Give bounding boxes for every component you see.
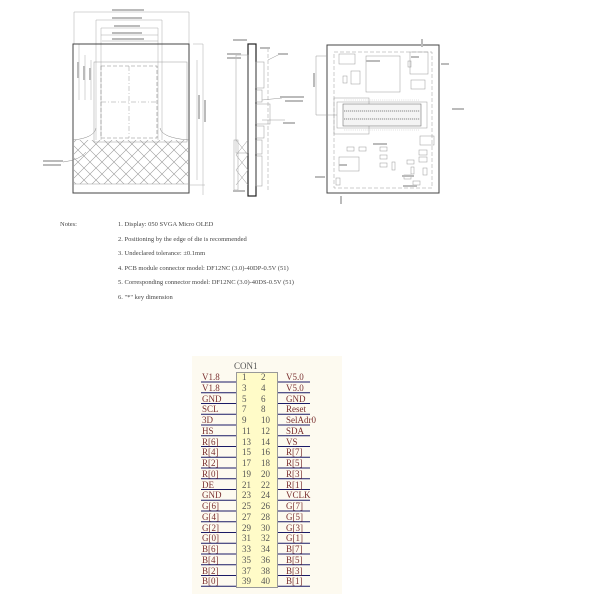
pin-signal-right: R[3] bbox=[286, 468, 303, 479]
pin-number-right: 38 bbox=[261, 565, 270, 576]
pin-number-right: 4 bbox=[261, 382, 266, 393]
pin-signal-right: R[7] bbox=[286, 447, 303, 458]
pin-number-left: 1 bbox=[242, 372, 247, 382]
pin-signal-left: GND bbox=[202, 490, 222, 501]
pin-signal-right: VS bbox=[286, 436, 298, 447]
pin-signal-left: R[4] bbox=[202, 447, 219, 458]
pin-signal-left: V1.8 bbox=[202, 382, 220, 393]
pin-signal-left: B[0] bbox=[202, 576, 219, 587]
pin-signal-left: 3D bbox=[202, 415, 213, 425]
pin-signal-left: HS bbox=[202, 425, 214, 436]
pin-signal-right: G[7] bbox=[286, 501, 303, 511]
pin-signal-right: VCLK bbox=[286, 490, 311, 501]
pin-signal-left: R[0] bbox=[202, 468, 219, 479]
pin-number-left: 35 bbox=[242, 554, 251, 565]
note-item: 4. PCB module connector model: DF12NC (3.0)-40DP-0.5V (51) bbox=[118, 264, 289, 272]
pin-signal-right: R[5] bbox=[286, 458, 303, 468]
pin-number-left: 19 bbox=[242, 468, 251, 479]
pin-signal-left: B[4] bbox=[202, 554, 219, 565]
pin-signal-left: G[6] bbox=[202, 501, 219, 511]
pin-number-right: 12 bbox=[261, 425, 270, 436]
pin-number-right: 6 bbox=[261, 393, 266, 404]
pin-number-left: 27 bbox=[242, 511, 251, 522]
pin-number-left: 11 bbox=[242, 425, 251, 436]
pin-signal-right: G[1] bbox=[286, 533, 303, 544]
note-item: 2. Positioning by the edge of die is recommended bbox=[118, 235, 247, 243]
pin-signal-right: B[1] bbox=[286, 576, 303, 587]
pin-number-left: 37 bbox=[242, 565, 251, 576]
pin-signal-left: R[6] bbox=[202, 436, 219, 447]
pin-number-right: 10 bbox=[261, 415, 270, 425]
pin-number-right: 30 bbox=[261, 522, 270, 533]
pin-signal-left: G[0] bbox=[202, 533, 219, 544]
pin-signal-left: B[6] bbox=[202, 544, 219, 554]
pin-number-right: 2 bbox=[261, 372, 266, 382]
pin-signal-right: B[7] bbox=[286, 544, 303, 554]
pin-signal-left: R[2] bbox=[202, 458, 219, 468]
pin-number-left: 17 bbox=[242, 458, 251, 468]
note-item: 3. Undeclared tolerance: ±0.1mm bbox=[118, 250, 206, 257]
pin-signal-left: SCL bbox=[202, 404, 219, 415]
notes-header: Notes: bbox=[60, 221, 77, 228]
pin-signal-left: B[2] bbox=[202, 565, 219, 576]
note-item: 6. "*" key dimension bbox=[118, 293, 173, 301]
pin-signal-right: G[3] bbox=[286, 522, 303, 533]
pin-number-right: 20 bbox=[261, 468, 270, 479]
note-item: 1. Display: 050 SVGA Micro OLED bbox=[118, 221, 214, 228]
pin-signal-right: B[3] bbox=[286, 565, 303, 576]
pin-signal-right: SDA bbox=[286, 425, 305, 436]
pin-number-left: 31 bbox=[242, 533, 251, 544]
pin-number-left: 5 bbox=[242, 393, 247, 404]
pin-number-left: 9 bbox=[242, 415, 247, 425]
pin-number-right: 32 bbox=[261, 533, 270, 544]
pin-signal-right: SelAdr0 bbox=[286, 415, 316, 425]
pin-number-right: 26 bbox=[261, 501, 270, 511]
pin-number-left: 29 bbox=[242, 522, 251, 533]
pin-signal-right: GND bbox=[286, 393, 306, 404]
pin-signal-right: G[5] bbox=[286, 511, 303, 522]
pin-number-right: 34 bbox=[261, 544, 270, 554]
pin-signal-right: V5.0 bbox=[286, 382, 304, 393]
pin-number-left: 15 bbox=[242, 447, 251, 458]
pin-number-right: 36 bbox=[261, 554, 270, 565]
pin-signal-right: R[1] bbox=[286, 479, 303, 490]
note-item: 5. Corresponding connector model: DF12NC (3.0)-40DS-0.5V (51) bbox=[118, 279, 294, 286]
pin-number-left: 3 bbox=[242, 382, 247, 393]
pin-number-left: 25 bbox=[242, 501, 251, 511]
pin-number-left: 21 bbox=[242, 479, 251, 490]
pin-number-left: 33 bbox=[242, 544, 251, 554]
pin-number-left: 39 bbox=[242, 576, 251, 587]
pin-signal-right: Reset bbox=[286, 404, 306, 415]
pin-signal-right: V5.0 bbox=[286, 372, 304, 382]
pin-signal-left: G[4] bbox=[202, 511, 219, 522]
pin-number-left: 7 bbox=[242, 404, 247, 415]
pin-number-right: 40 bbox=[261, 576, 270, 587]
pin-number-left: 23 bbox=[242, 490, 251, 501]
pin-signal-left: V1.8 bbox=[202, 372, 220, 382]
pin-number-right: 14 bbox=[261, 436, 270, 447]
pin-signal-left: DE bbox=[202, 479, 214, 490]
pin-number-right: 16 bbox=[261, 447, 270, 458]
pin-number-right: 8 bbox=[261, 404, 266, 415]
pin-signal-left: G[2] bbox=[202, 522, 219, 533]
pin-number-right: 18 bbox=[261, 458, 270, 468]
pin-signal-left: GND bbox=[202, 393, 222, 404]
pin-number-right: 28 bbox=[261, 511, 270, 522]
pin-number-left: 13 bbox=[242, 436, 251, 447]
connector-title: CON1 bbox=[234, 361, 258, 371]
pin-signal-right: B[5] bbox=[286, 554, 303, 565]
pin-number-right: 22 bbox=[261, 479, 270, 490]
pin-number-right: 24 bbox=[261, 490, 270, 501]
